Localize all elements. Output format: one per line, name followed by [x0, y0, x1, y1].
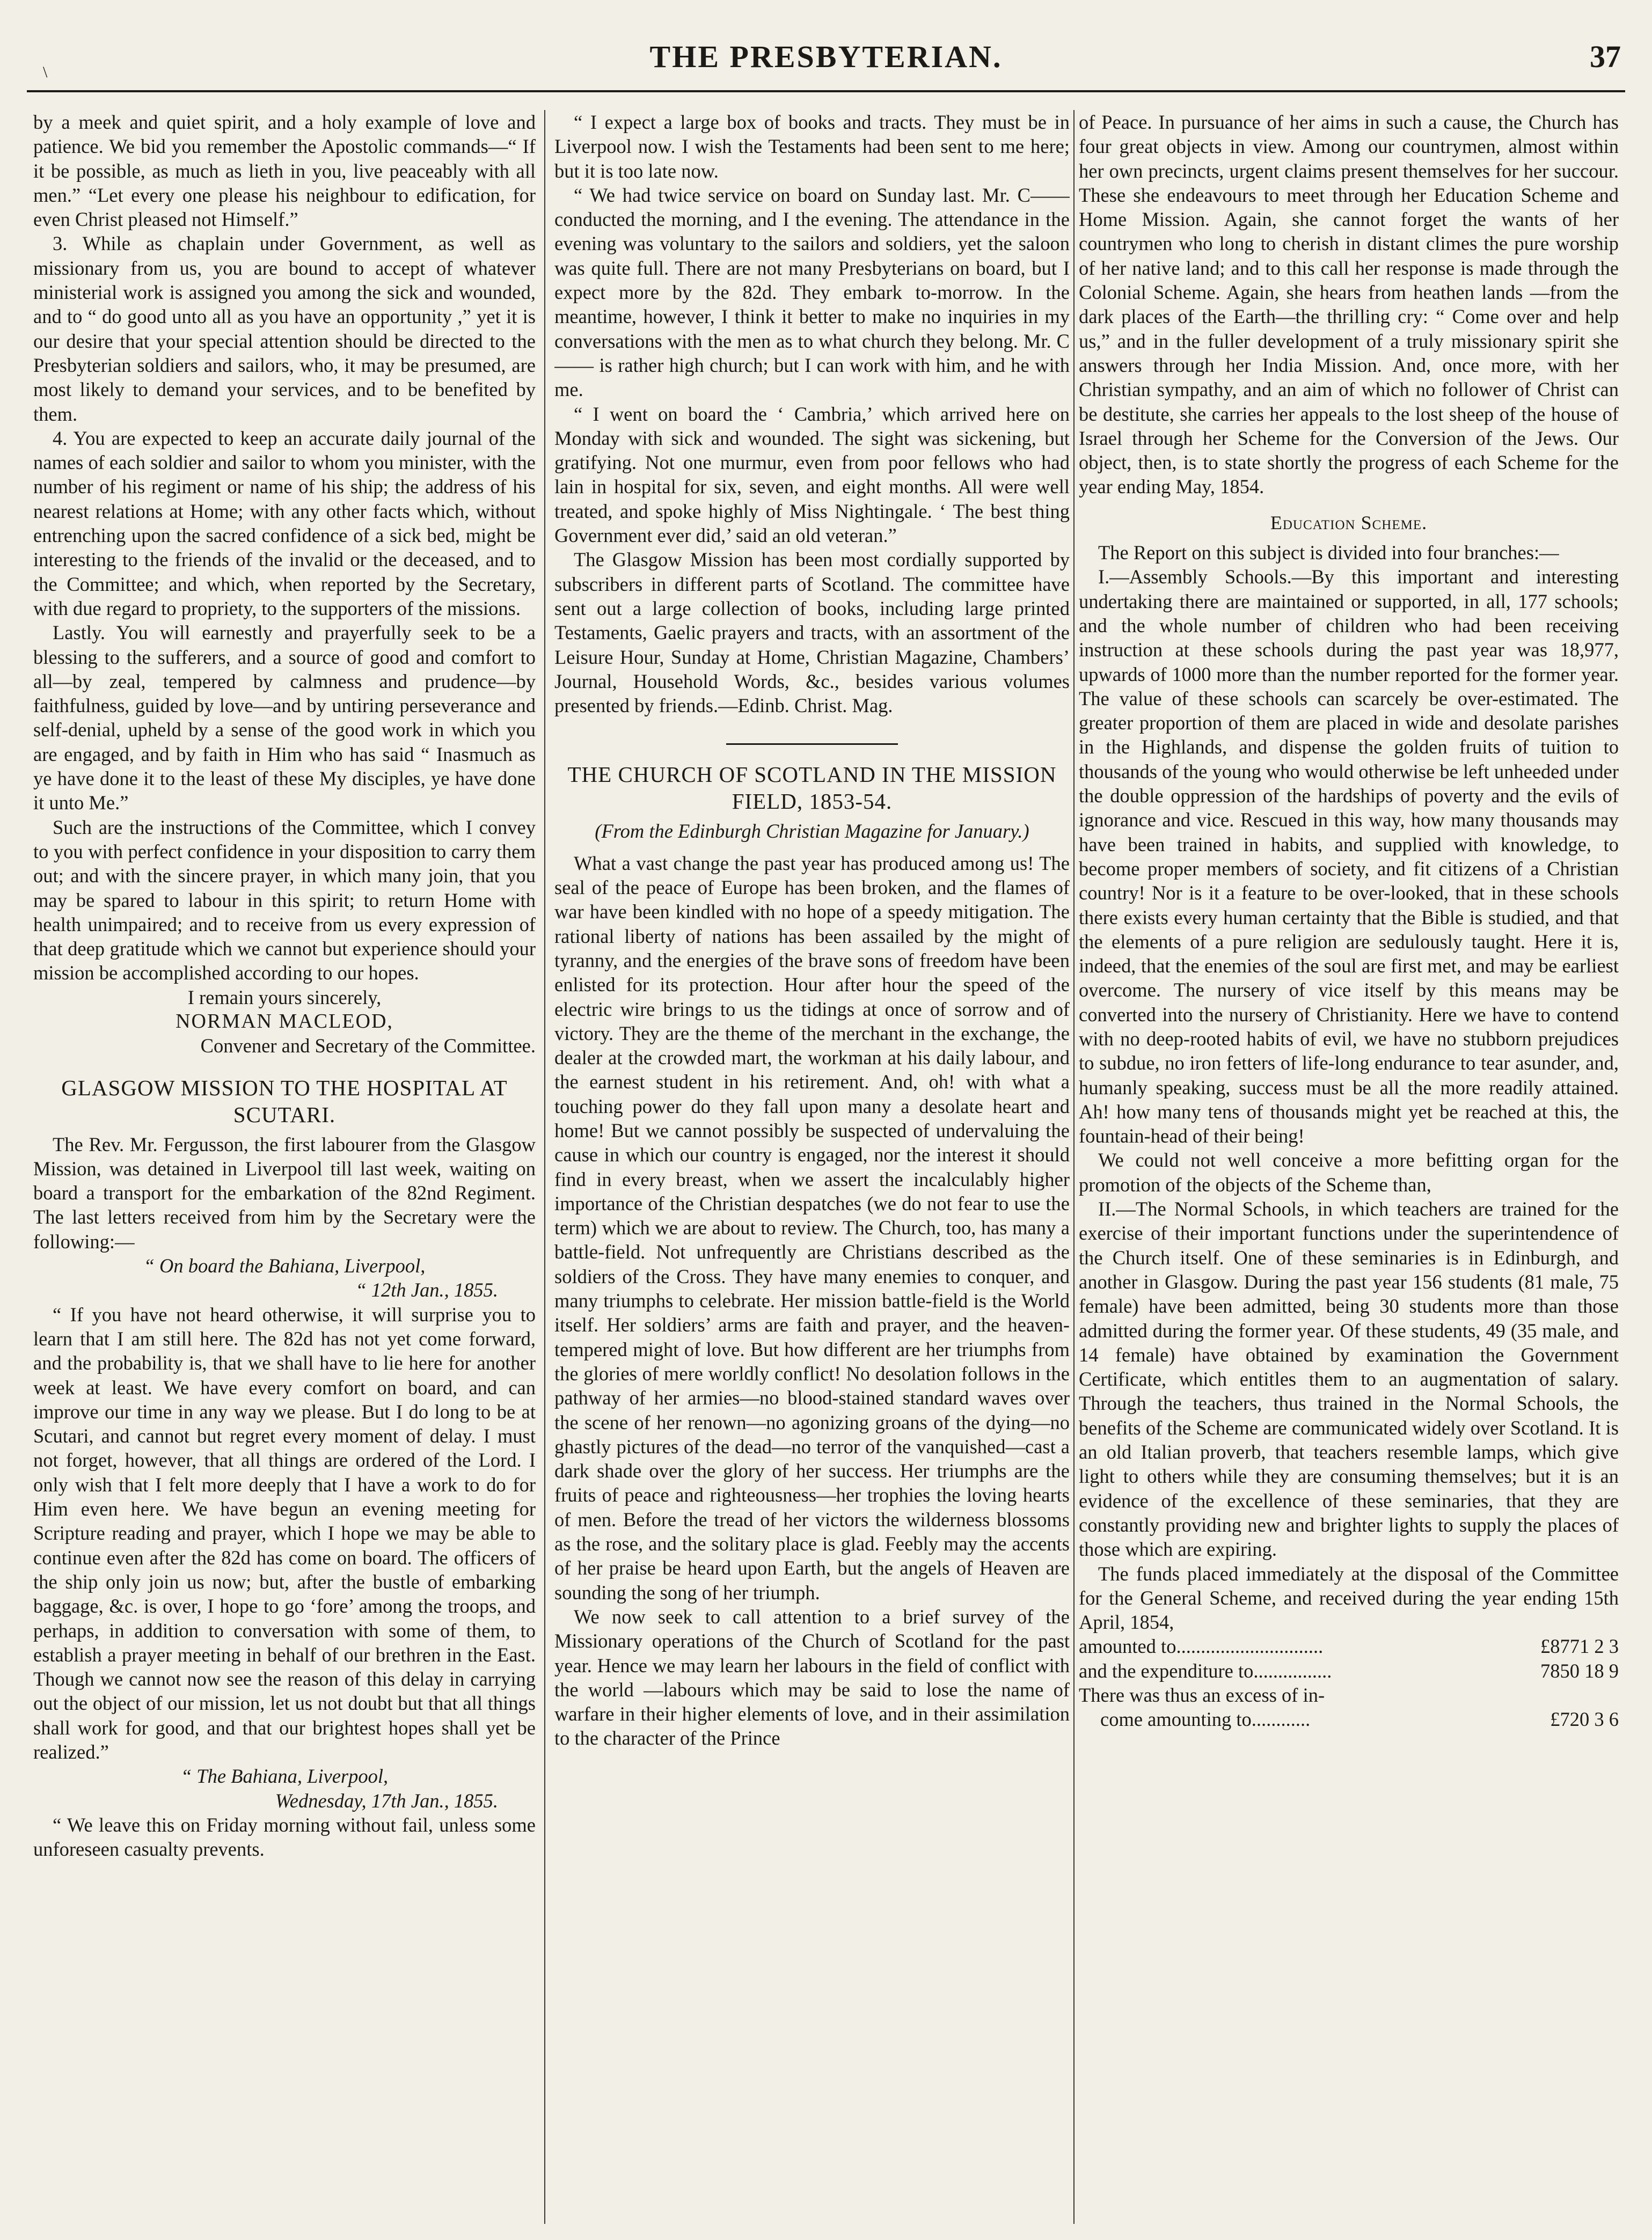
paragraph: What a vast change the past year has produced among us! The seal of the peace of Europe has been broken, and the flames of war have been kindled with no hope of a speedy mitigation. The rational liberty of nations has been assailed by the might of tyranny, and the energies of the brave sons of freedom have been enlisted for its protection. Hour after hour the speed of the electric wire brings to us the tidings at once of sorrow and of victory. They are the theme of the merchant in the exchange, the dealer at the crowded mart, the workman at his daily labour, and the earnest student in his retirement. And, oh! with what a touching power do they fall upon many a desolate heart and home! But we cannot possibly be suspected of undervaluing the cause in which our country is engaged, nor the interest it should find in every breast, when we assert the incalculably higher importance of the Christian despatches (we do not fear to use the term) which we are about to review. The Church, too, has many a battle-field. Not unfrequently are Christians described as the soldiers of the Cross. They have many enemies to conquer, and many triumphs to celebrate. Her mission battle-field is the World itself. Her soldiers’ arms are faith and prayer, and the heaven-tempered might of love. But how different are her triumphs from the glories of mere worldly conflict! No desolation follows in the pathway of her armies—no blood-stained standard waves over the scene of her renown—no agonizing groans of the dying—no ghastly pictures of the dead—no terror of the vanquished—cast a dark shade over the glory of her success. Her triumphs are the fruits of peace and righteousness—her trophies the loving hearts of men. Before the tread of her victors the wilderness blossoms as the rose, and the solitary place is glad. Feebly may the accents of her praise be heard upon Earth, but the angels of Heaven are sounding the song of her triumph. [554, 852, 1070, 1604]
column-2 [554, 110, 1070, 2224]
letter-paragraph: “ We had twice service on board on Sunday last. Mr. C—— conducted the morning, and I the evening. The attendance in the evening was voluntary to the sailors and soldiers, yet the saloon was quite full. There are not many Presbyterians on board, but I expect more by the 82d. They embark to-morrow. In the meantime, however, I think it better to make no inquiries in my conversations with the men as to what church they belong. Mr. C—— is rather high church; but I can work with him, and he with me. [554, 184, 1070, 401]
article-heading: GLASGOW MISSION TO THE HOSPITAL AT SCUTARI. [61, 1075, 508, 1127]
letter-paragraph: “ I expect a large box of books and tracts. They must be in Liverpool now. I wish the Testaments had been sent to me here; but it is too late now. [554, 111, 1070, 182]
letter-paragraph: “ We leave this on Friday morning without fail, unless some unforeseen casualty prevents. [33, 1813, 536, 1861]
paragraph: The funds placed immediately at the disposal of the Committee for the General Scheme, and received during the year ending 15th April, 1854, [1079, 1562, 1619, 1634]
column-1 [33, 110, 536, 2224]
paragraph: The Glasgow Mission has been most cordially supported by subscribers in different parts of Scotland. The committee have sent out a large collection of books, including large printed Testaments, Gaelic prayers and tracts, with an assortment of the Leisure Hour, Sunday at Home, Christian Magazine, Chambers’ Journal, Household Words, &c., besides various volumes presented by friends.—Edinb. Christ. Mag. [554, 548, 1070, 717]
paragraph: Lastly. You will earnestly and prayerfully seek to be a blessing to the sufferers, and a source of good and comfort to all—by zeal, tempered by calmness and prudence—by faithfulness, guided by love—and by untiring perseverance and self-denial, upheld by a sense of the good work in which you are engaged, and by faith in Him who has said “ Inasmuch as ye have done it to the least of these My disciples, ye have done it unto Me.” [33, 621, 536, 814]
paragraph: We could not well conceive a more befitting organ for the promotion of the objects of the Scheme than, [1079, 1149, 1619, 1196]
column-3 [1079, 110, 1619, 2224]
expenditure-label: and the expenditure to................ [1079, 1659, 1332, 1682]
letter-paragraph: “ I went on board the ‘ Cambria,’ which arrived here on Monday with sick and wounded. The sight was sickening, but gratifying. Not one murmur, even from poor fellows who had lain in hospital for six, seven, and eight months. All were well treated, and spoke highly of Miss Nightingale. ‘ The best thing Government ever did,’ said an old veteran.” [554, 402, 1070, 547]
dateline: “ 12th Jan., 1855. [355, 1279, 498, 1301]
article-source: (From the Edinburgh Christian Magazine for January.) [595, 820, 1029, 843]
paragraph: II.—The Normal Schools, in which teachers are trained for the exercise of their important functions under the superintendence of the Church itself. One of these seminaries is in Edinburgh, and another in Glasgow. During the past year 156 students (81 male, 75 female) have been admitted, being 30 students more than those admitted during the former year. Of these students, 49 (35 male, and 14 female) have obtained by examination the Government Certificate, which entitles them to an augmentation of salary. Through the teachers, thus trained in the Normal Schools, the benefits of the Scheme are communicated widely over Scotland. It is an old Italian proverb, that teachers resemble lamps, which give light to others while they are consuming themselves; but it is an evidence of the excellence of these seminaries, that they are constantly providing new and brighter lights to supply the places of those which are expiring. [1079, 1198, 1619, 1561]
excess-amount: £720 3 6 [1550, 1708, 1619, 1731]
funds-amount: £8771 2 3 [1540, 1635, 1619, 1658]
paragraph: Such are the instructions of the Committee, which I convey to you with perfect confidence in your disposition to carry them out; and with the sincere prayer, in which many join, that you may be spared to labour in this spirit; to return Home with health unimpaired; and to receive from us every expression of that deep gratitude which we cannot but experience should your mission be accomplished according to our hopes. [33, 816, 536, 984]
expenditure-amount: 7850 18 9 [1540, 1659, 1619, 1682]
funds-label: amounted to.............................. [1079, 1635, 1324, 1658]
dateline: “ The Bahiana, Liverpool, [180, 1765, 389, 1788]
expenditure-line [1079, 1659, 1619, 1683]
paragraph: 3. While as chaplain under Government, as well as missionary from us, you are bound to accept of whatever ministerial work is assigned you among the sick and wounded, and to “ do good unto all as you have an opportunity ,” yet it is our desire that your special attention should be directed to the Presbyterian soldiers and sailors, who, it may be presumed, are most likely to demand your services, and to be benefited by them. [33, 232, 536, 425]
excess-line [1079, 1707, 1619, 1731]
section-divider [726, 743, 898, 745]
paragraph: The Rev. Mr. Fergusson, the first labourer from the Glasgow Mission, was detained in Liverpool till last week, waiting on board a transport for the embarkation of the 82nd Regiment. The last letters received from him by the Secretary were the following:— [33, 1133, 536, 1253]
paragraph: 4. You are expected to keep an accurate daily journal of the names of each soldier and sailor to whom you minister, with the number of his regiment or name of his ship; the address of his nearest relations at Home; with any other facts which, without entrenching upon the sacred confidence of a sick bed, might be interesting to the friends of the invalid or the deceased, and to the Committee; and which, when reported by the Secretary, with due regard to propriety, to the supporters of the missions. [33, 427, 536, 619]
article-heading: THE CHURCH OF SCOTLAND IN THE MISSION FIELD, 1853-54. [567, 762, 1057, 814]
page-header [27, 31, 1625, 92]
signature-name: NORMAN MACLEOD, [176, 1009, 393, 1033]
paragraph: of Peace. In pursuance of her aims in such a cause, the Church has four great objects in view. Among our countrymen, almost within her own precincts, urgent claims present themselves for her succour. These she endeavours to meet through her Education Scheme and Home Mission. Again, she cannot forget the wants of her countrymen who long to cherish in distant climes the pure worship of her native land; and to this call her response is made through the Colonial Scheme. Again, she hears from heathen lands —from the dark places of the Earth—the thrilling cry: “ Come over and help us,” and in the fuller development of a truly missionary spirit she answers through her India Mission. And, once more, with her Christian sympathy, and an aim of which no follower of Christ can be destitute, she carries her appeals to the lost sheep of the house of Israel through her Scheme for the Conversion of the Jews. Our object, then, is to state shortly the progress of each Scheme for the year ending May, 1854. [1079, 111, 1619, 498]
paragraph: by a meek and quiet spirit, and a holy example of love and patience. We bid you remember the Apostolic commands—“ If it be possible, as much as lieth in you, live peaceably with all men.” “Let every one please his neighbour to edification, for even Christ pleased not Himself.” [33, 111, 536, 231]
excess-line-intro: There was thus an excess of in- [1079, 1684, 1325, 1706]
page-number: 37 [1590, 39, 1621, 74]
dateline: “ On board the Bahiana, Liverpool, [143, 1255, 426, 1277]
running-title: THE PRESBYTERIAN. [649, 39, 1003, 74]
column-rule-1 [544, 110, 545, 2224]
column-rule-2 [1073, 110, 1074, 2224]
paragraph: The Report on this subject is divided into four branches:— [1098, 541, 1559, 564]
paragraph: We now seek to call attention to a brief survey of the Missionary operations of the Church of Scotland for the past year. Hence we may learn her labours in the field of conflict with the world —labours which may be said to lose the name of warfare in their higher elements of love, and in their assimilation to the character of the Prince [554, 1605, 1070, 1749]
letter-paragraph: “ If you have not heard otherwise, it will surprise you to learn that I am still here. The 82d has not yet come forward, and the probability is, that we shall have to lie here for another week at least. We have every comfort on board, and can improve our time in any way we please. But I do long to be at Scutari, and cannot but regret every moment of delay. I must not forget, however, that all things are ordered of the Lord. I only wish that I felt more deeply that I have a work to do for Him even here. We have begun an evening meeting for Scripture reading and prayer, which I hope we may be able to continue even after the 82d has come on board. The officers of the ship only join us now; but, after the bustle of embarking baggage, &c. is over, I hope to go ‘fore’ among the troops, and perhaps, in addition to conversation with some of them, to establish a prayer meeting in behalf of our brethren in the East. Though we cannot now see the reason of this delay in carrying out the object of our mission, let us not doubt but that all things shall work for good, and that our brightest hopes shall yet be realized.” [33, 1303, 536, 1763]
dateline: Wednesday, 17th Jan., 1855. [275, 1789, 498, 1812]
stray-mark: \ [43, 63, 48, 81]
excess-label: come amounting to............ [1100, 1708, 1311, 1731]
letter-closing: I remain yours sincerely, [187, 986, 382, 1008]
funds-line [1079, 1634, 1619, 1658]
signature-title: Convener and Secretary of the Committee. [200, 1035, 536, 1057]
section-subheading: Education Scheme. [1270, 511, 1428, 533]
paragraph: I.—Assembly Schools.—By this important and interesting undertaking there are maintained or supported, in all, 177 schools; and the whole number of children who had been receiving instruction at these schools during the past year was 18,977, upwards of 1000 more than the number reported for the former year. The value of these schools can scarcely be over-estimated. The greater proportion of them are placed in wide and desolate parishes in the Highlands, and dispense the golden fruits of tuition to thousands of the young who would otherwise be left unheeded under the double oppression of the hardships of poverty and the evils of ignorance and vice. Rescued in this way, how many thousands may have been trained in habits, and supplied with knowledge, to become proper members of society, and fit citizens of a Christian country! Nor is it a feature to be over-looked, that in these schools there exists every human certainty that the Bible is studied, and that the elements of a pure religion are sedulously taught. Here it is, indeed, that the enemies of the soul are first met, and may be earliest overcome. The nursery of vice itself by this means may be converted into the nursery of Christianity. Here we have to contend with no deep-rooted habits of evil, we have no stubborn prejudices to subdue, no iron fetters of life-long endurance to tear asunder, and, humanly speaking, success must be all the more readily attained. Ah! how many tens of thousands might yet be reached at this, the fountain-head of their being! [1079, 566, 1619, 1147]
